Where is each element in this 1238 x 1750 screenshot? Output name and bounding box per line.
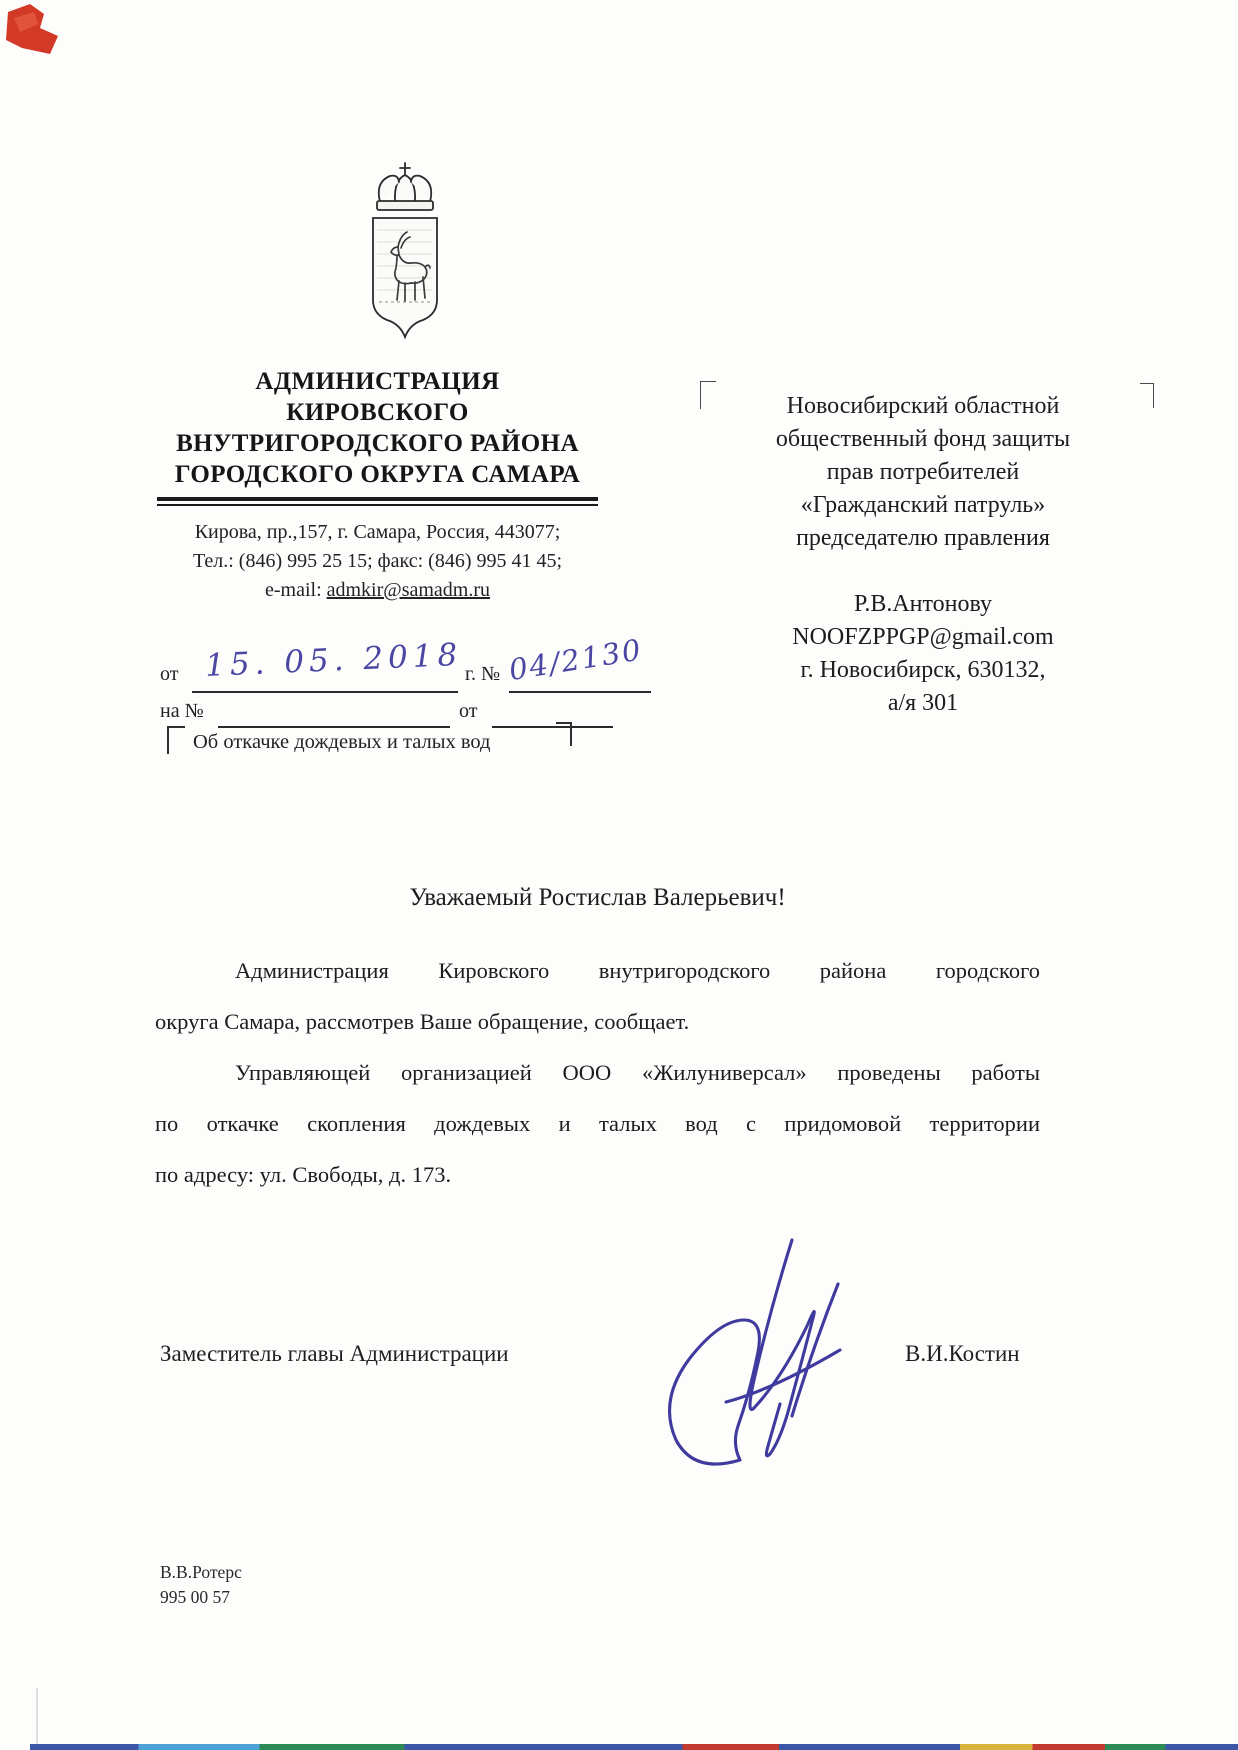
reply-number-field-line <box>218 726 450 728</box>
subject-corner-left <box>167 726 185 754</box>
subject-corner-right <box>556 722 572 746</box>
recipient-block <box>698 390 1148 720</box>
org-name-line: ГОРОДСКОГО ОКРУГА САМАРА <box>174 461 581 488</box>
org-name-line: ВНУТРИГОРОДСКОГО РАЙОНА <box>176 430 579 457</box>
handwritten-number: 04/2130 <box>506 632 645 687</box>
body-text-line: по откачке скопления дождевых и талых вод с придомовой территории <box>155 1111 1040 1136</box>
executor-name: В.В.Ротерс <box>160 1562 242 1582</box>
body-text-line: Администрация Кировского внутригородского района городского <box>235 958 1040 983</box>
outgoing-date-label: от <box>160 663 179 685</box>
handwritten-signature <box>640 1228 890 1473</box>
salutation: Уважаемый Ростислав Валерьевич! <box>409 884 786 911</box>
signoff-position-title: Заместитель главы Администрации <box>160 1341 509 1366</box>
letterhead-address: Кирова, пр.,157, г. Самара, Россия, 443077; <box>194 521 561 543</box>
letterhead-divider <box>157 497 598 506</box>
letterhead-contacts <box>150 518 605 605</box>
recipient-address: г. Новосибирск, 630132, <box>800 657 1046 683</box>
recipient-org-line: общественный фонд защиты <box>775 426 1071 452</box>
outgoing-number-label: г. № <box>465 663 501 685</box>
recipient-email: NOOFZPPGP@gmail.com <box>792 624 1054 650</box>
recipient-spacer <box>698 555 1148 588</box>
body-text-line: по адресу: ул. Свободы, д. 173. <box>155 1162 452 1187</box>
signoff-name: В.И.Костин <box>905 1341 1020 1366</box>
letterhead-email-row <box>150 576 605 605</box>
org-name-line: КИРОВСКОГО <box>286 399 469 426</box>
recipient-po-box: а/я 301 <box>887 690 959 716</box>
subject-line: Об откачке дождевых и талых вод <box>193 731 491 753</box>
body-text-line: Управляющей организацией ООО «Жилуниверсал» проведены работы <box>235 1060 1040 1085</box>
email-label: e-mail: <box>264 579 322 601</box>
letterhead-phone-fax: Тел.: (846) 995 25 15; факс: (846) 995 41 45; <box>192 550 563 572</box>
recipient-org-line: председателю правления <box>796 525 1050 551</box>
executor-block <box>160 1560 242 1610</box>
samara-coat-of-arms-icon <box>353 160 457 346</box>
recipient-org-line: прав потребителей <box>826 459 1020 485</box>
body-text-line: округа Самара, рассмотрев Ваше обращение, сообщает. <box>155 1009 690 1034</box>
scan-edge-sliver <box>36 1688 38 1744</box>
org-name-line: АДМИНИСТРАЦИЯ <box>255 368 500 395</box>
reply-number-label: на № <box>160 700 204 722</box>
number-field-line <box>509 691 651 693</box>
executor-phone: 995 00 57 <box>160 1587 230 1607</box>
date-field-line <box>192 691 458 693</box>
recipient-org-line: «Гражданский патруль» <box>800 492 1046 518</box>
reply-date-field-line <box>492 726 613 728</box>
sender-email: admkir@samadm.ru <box>326 579 491 601</box>
handwritten-date: 15. 05. 2018 <box>204 636 463 684</box>
recipient-name: Р.В.Антонову <box>853 591 993 617</box>
reply-date-label: от <box>459 700 478 722</box>
recipient-org-line: Новосибирский областной <box>786 393 1060 419</box>
scan-edge-stripe <box>30 1744 1238 1750</box>
red-scan-mark <box>4 2 66 62</box>
letter-body <box>155 945 1040 1200</box>
letterhead-org-name <box>150 366 605 490</box>
